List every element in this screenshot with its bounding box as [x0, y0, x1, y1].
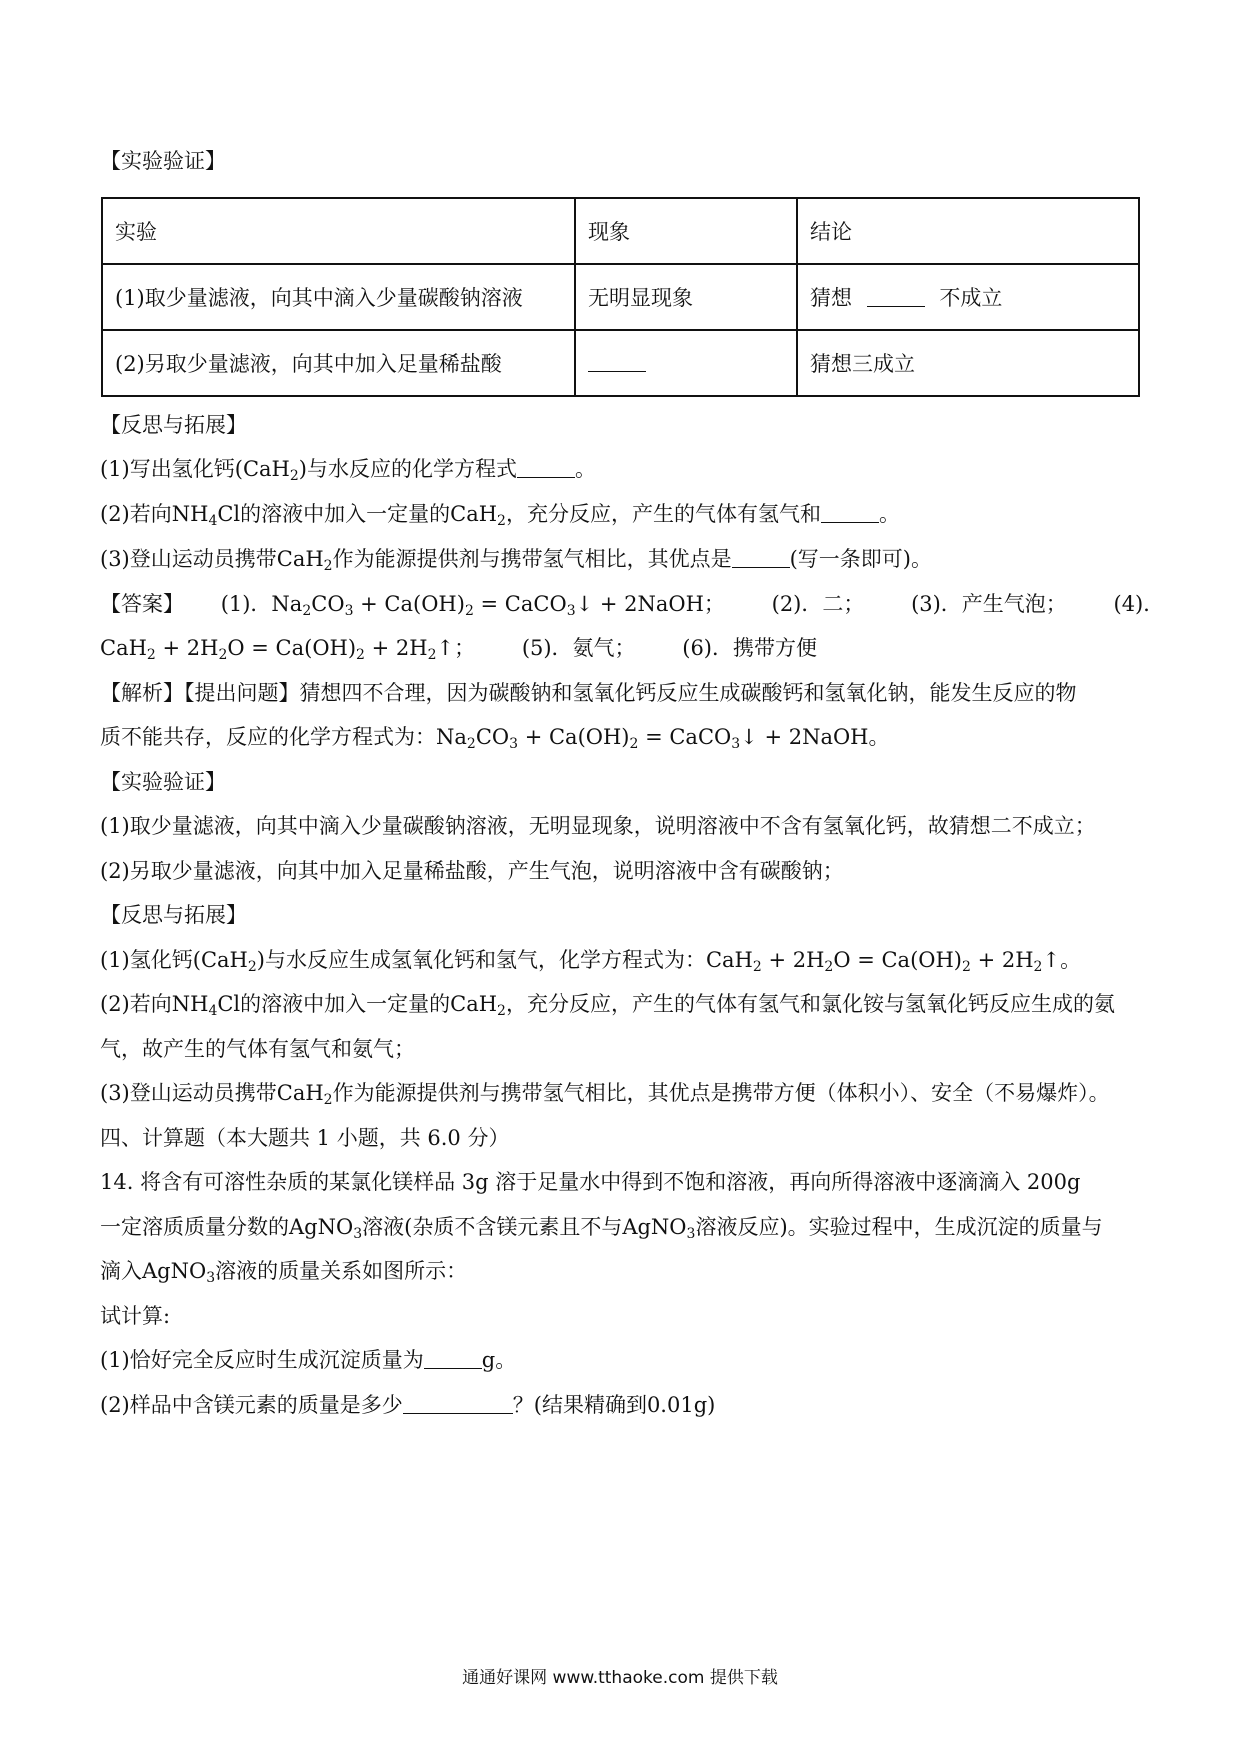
question-14-part-2: (2)样品中含镁元素的质量是多少 ？(结果精确到0.01g): [100, 1393, 716, 1417]
header-conclusion: 结论: [797, 198, 1139, 264]
verify-heading: 【实验验证】: [100, 149, 226, 173]
experiment-cell: (1)取少量滤液，向其中滴入少量碳酸钠溶液: [102, 264, 575, 330]
analysis-verify-2: (2)另取少量滤液，向其中加入足量稀盐酸，产生气泡，说明溶液中含有碳酸钠；: [100, 859, 844, 883]
answer-blank[interactable]: [732, 547, 790, 568]
question-14-line-1: 14. 将含有可溶性杂质的某氯化镁样品 3g 溶于足量水中得到不饱和溶液，再向所得溶液中逐滴滴入 200g: [100, 1170, 1081, 1194]
table-row: [102, 330, 1139, 396]
question-1: (1)写出氢化钙(CaH$_2$)与水反应的化学方程式 。: [100, 457, 596, 484]
analysis-reflect-2: (2)若向$NH_4Cl$的溶液中加入一定量的CaH$_2$，充分反应，产生的气体有氢气和氯化铵与氢氧化钙反应生成的氨: [100, 992, 1115, 1019]
experiment-cell: (2)另取少量滤液，向其中加入足量稀盐酸: [102, 330, 575, 396]
answer-blank[interactable]: [403, 1393, 513, 1414]
answer-line-2: $CaH_2 + 2H_2O = Ca(OH)_2$ + $2H_2↑$； (5)．氨气； (6)．携带方便: [100, 636, 817, 663]
conclusion-cell: 猜想三成立: [797, 330, 1139, 396]
phenomenon-cell: 无明显现象: [575, 264, 797, 330]
answer-blank[interactable]: [424, 1348, 482, 1369]
try-calc-label: 试计算:: [100, 1304, 171, 1328]
question-14-line-2: 一定溶质质量分数的AgNO$_3$溶液(杂质不含镁元素且不与AgNO$_3$溶液反应)。实验过程中，生成沉淀的质量与: [100, 1215, 1103, 1242]
analysis-reflect-2-cont: 气，故产生的气体有氢气和氨气；: [100, 1037, 415, 1061]
conclusion-cell: 猜想 不成立: [797, 264, 1139, 330]
analysis-reflect-heading: 【反思与拓展】: [100, 903, 247, 927]
answer-blank[interactable]: [517, 457, 575, 478]
analysis-verify-1: (1)取少量滤液，向其中滴入少量碳酸钠溶液，无明显现象，说明溶液中不含有氢氧化钙，故猜想二不成立；: [100, 814, 1096, 838]
reflect-heading: 【反思与拓展】: [100, 413, 247, 437]
experiment-table: [101, 197, 1140, 397]
question-14-part-1: (1)恰好完全反应时生成沉淀质量为 g。: [100, 1348, 517, 1372]
header-experiment: 实验: [102, 198, 575, 264]
section-heading: 四、计算题（本大题共 1 小题，共 6.0 分）: [100, 1126, 510, 1150]
answer-blank[interactable]: [867, 286, 925, 307]
question-14-line-3: 滴入AgNO$_3$溶液的质量关系如图所示：: [100, 1259, 468, 1286]
question-2: (2)若向$NH_4Cl$的溶液中加入一定量的CaH$_2$，充分反应，产生的气体有氢气和 。: [100, 502, 900, 529]
table-row: [102, 264, 1139, 330]
answer-blank[interactable]: [588, 351, 646, 372]
page-footer: 通通好课网 www.tthaoke.com 提供下载: [462, 1668, 778, 1688]
analysis-reflect-3: (3)登山运动员携带CaH$_2$作为能源提供剂与携带氢气相比，其优点是携带方便（体积小）、安全（不易爆炸）。: [100, 1081, 1110, 1108]
phenomenon-cell: [575, 330, 797, 396]
header-phenomenon: 现象: [575, 198, 797, 264]
analysis-verify-heading: 【实验验证】: [100, 770, 226, 794]
table-header-row: [102, 198, 1139, 264]
analysis-line-2: 质不能共存，反应的化学方程式为：$Na_2CO_3 + Ca(OH)_2$ = CaCO$_3$↓ + 2NaOH。: [100, 725, 890, 752]
question-3: (3)登山运动员携带CaH$_2$作为能源提供剂与携带氢气相比，其优点是 (写一条即可)。: [100, 547, 932, 574]
answer-line-1: 【答案】 (1)．$Na_2CO_3 + Ca(OH)_2$ = CaCO$_3$↓ + 2NaOH； (2)．二； (3)．产生气泡； (4)．: [100, 592, 1165, 619]
answer-blank[interactable]: [821, 502, 879, 523]
analysis-reflect-1: (1)氢化钙(CaH$_2$)与水反应生成氢氧化钙和氢气，化学方程式为：$CaH_2 + 2H_2O = Ca(OH)_2$ + $2H_2↑$。: [100, 948, 1082, 975]
analysis-line-1: 【解析】【提出问题】猜想四不合理，因为碳酸钠和氢氧化钙反应生成碳酸钙和氢氧化钠，能发生反应的物: [100, 681, 1077, 705]
